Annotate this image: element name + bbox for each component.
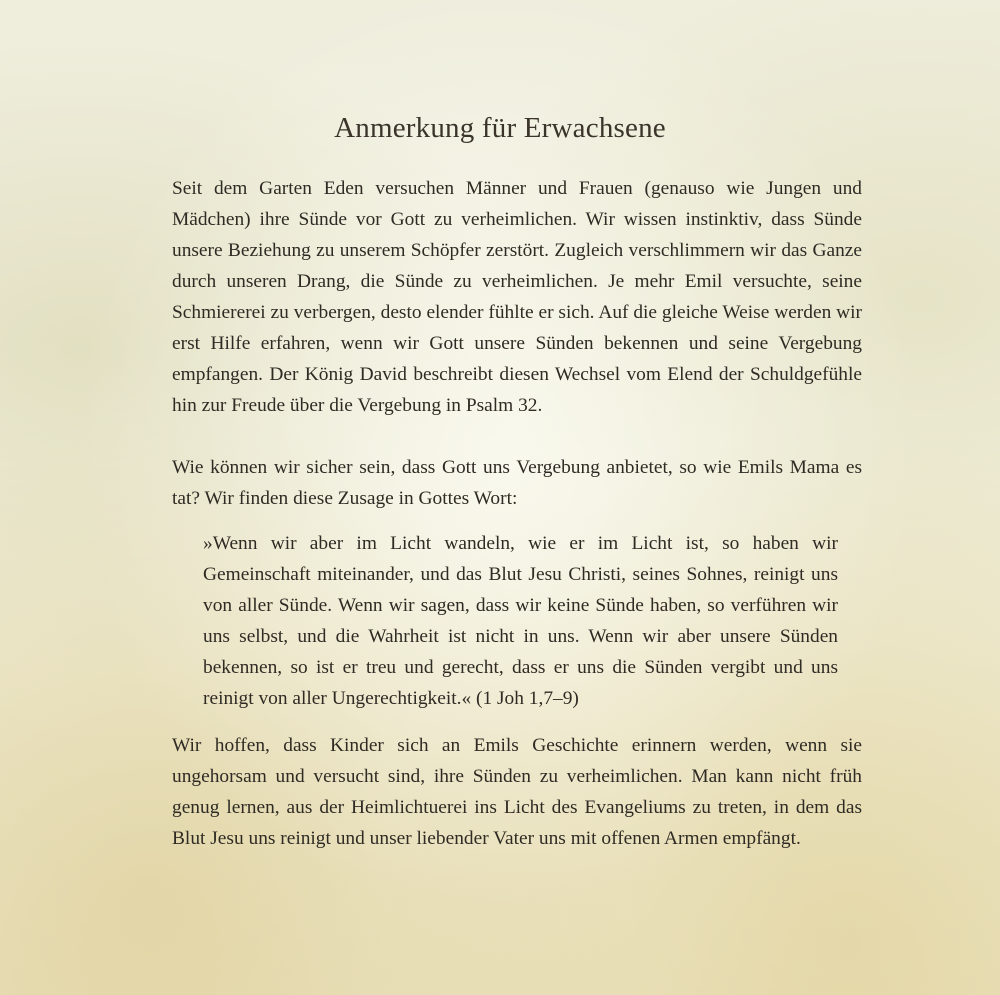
bible-quote: »Wenn wir aber im Licht wandeln, wie er im Licht ist, so haben wir Gemeinschaft miteinander, und das Blut Jesu Christi, seines Sohnes, reinigt uns von aller Sünde. Wenn wir sagen, dass wir keine Sünde haben, so verführen wir uns selbst, und die Wahrheit ist nicht in uns. Wenn wir aber unsere Sünden bekennen, so ist er treu und gerecht, dass er uns die Sünden vergibt und uns reinigt von aller Ungerechtigkeit.« (1 Joh 1,7–9) xyxy=(203,533,838,709)
paragraph-intro: Seit dem Garten Eden versuchen Männer und Frauen (genauso wie Jungen und Mädchen) ihre Sünde vor Gott zu verheimlichen. Wir wissen instinktiv, dass Sünde unsere Beziehung zu unserem Schöpfer zerstört. Zugleich verschlimmern wir das Ganze durch unseren Drang, die Sünde zu verheimlichen. Je mehr Emil versuchte, seine Schmiererei zu verbergen, desto elender fühlte er sich. Auf die gleiche Weise werden wir erst Hilfe erfahren, wenn wir Gott unsere Sünden bekennen und seine Vergebung empfangen. Der König David beschreibt diesen Wechsel vom Elend der Schuldgefühle hin zur Freude über die Vergebung in Psalm 32. xyxy=(172,178,862,416)
paragraph-question: Wie können wir sicher sein, dass Gott uns Vergebung anbietet, so wie Emils Mama es tat? Wir finden diese Zusage in Gottes Wort: xyxy=(172,457,862,509)
paragraph-closing: Wir hoffen, dass Kinder sich an Emils Geschichte erinnern werden, wenn sie ungehorsam und versucht sind, ihre Sünden zu verheimlichen. Man kann nicht früh genug lernen, aus der Heimlichtuerei ins Licht des Evangeliums zu treten, in dem das Blut Jesu uns reinigt und unser liebender Vater uns mit offenen Armen empfängt. xyxy=(172,735,862,849)
page-title: Anmerkung für Erwachsene xyxy=(334,112,666,144)
